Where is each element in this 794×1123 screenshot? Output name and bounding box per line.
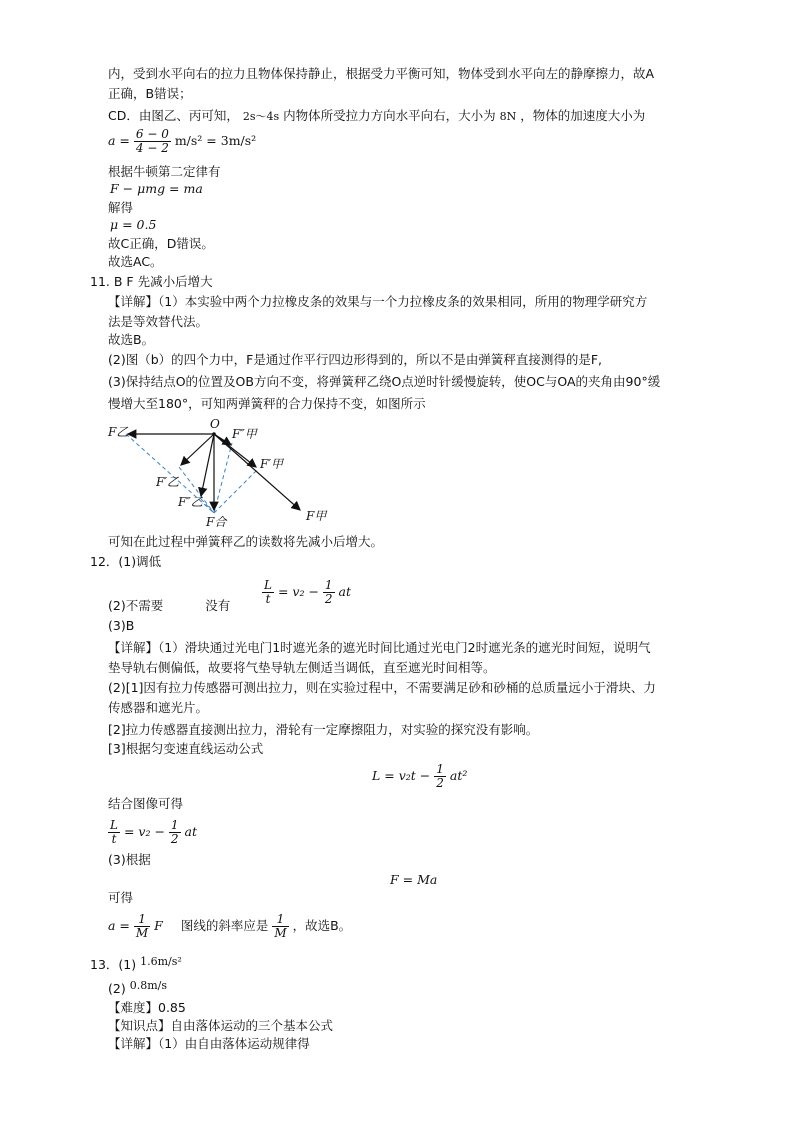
text-line: [2]拉力传感器直接测出拉力，滑轮有一定摩擦阻力，对实验的探究没有影响。 [108, 722, 539, 737]
equation-acceleration: a = $\frac{6 - 0}{4 - 2}$ m/s² = 3m/s² [108, 127, 257, 155]
text-line: 可得 [108, 890, 134, 905]
equation-displacement: L = v₂t − $\frac{1}{2}$ at² [372, 762, 468, 790]
label-f-jia: F甲 [306, 509, 327, 523]
force-f-jia [214, 434, 300, 510]
force-diagram [104, 416, 344, 534]
equation-mu: μ = 0.5 [110, 217, 157, 232]
dash-line [201, 499, 214, 513]
label-f-dprime-jia: F″甲 [232, 427, 257, 441]
text-line: 故选AC。 [108, 254, 163, 269]
text-line: [3]根据匀变速直线运动公式 [108, 741, 264, 756]
text-line: 垫导轨右侧偏低，故要将气垫导轨左侧适当调低，直至遮光时间相等。 [108, 660, 496, 675]
text-line: 【详解】（1）本实验中两个力拉橡皮条的效果与一个力拉橡皮条的效果相同，所用的物理学研究方 [108, 294, 648, 309]
dash-line [214, 469, 258, 513]
text-line: CD．由图乙、丙可知， 2s～4s 内物体所受拉力方向水平向右，大小为 8N ，物体的加速度大小为 [108, 108, 646, 123]
text-line: 内，受到水平向右的拉力且物体保持静止，根据受力平衡可知，物体受到水平向左的静摩擦力，故A [108, 66, 655, 81]
label-f-dprime-yi: F″乙 [178, 495, 203, 509]
text-line: 【难度】0.85 [108, 1000, 186, 1015]
equation-l-over-t-2: $\frac{L}{t}$ = v₂ − $\frac{1}{2}$ at [110, 818, 198, 846]
text-line: (2)不需要 没有 [108, 598, 231, 613]
text-line: 结合图像可得 [108, 796, 184, 811]
text-line: 【详解】（1）滑块通过光电门1时遮光条的遮光时间比通过光电门2时遮光条的遮光时间短，说明气 [108, 640, 651, 655]
text-line: 可知在此过程中弹簧秤乙的读数将先减小后增大。 [108, 534, 384, 549]
text-line: (2)[1]因有拉力传感器可测出拉力，则在实验过程中，不需要满足砂和砂桶的总质量远小于滑块、力 [108, 680, 656, 695]
text-line: 【知识点】自由落体运动的三个基本公式 [108, 1018, 334, 1033]
text-line: (3)B [108, 618, 135, 633]
point-o [212, 432, 216, 436]
label-f-yi: F乙 [108, 425, 129, 439]
text-line: (2)图（b）的四个力中，F是通过作平行四边形得到的，所以不是由弹簧秤直接测得的是F, [108, 352, 602, 367]
text-line: 根据牛顿第二定律有 [108, 164, 221, 179]
label-o: O [210, 417, 220, 431]
text-line: 慢增大至180°，可知两弹簧秤的合力保持不变，如图所示 [108, 396, 426, 411]
question-13-answer: 13．(1) 1.6m/s² [90, 955, 182, 972]
label-f-prime-jia: F′甲 [260, 457, 284, 471]
text-line: 解得 [108, 200, 134, 215]
text-line: (3)保持结点O的位置及OB方向不变，将弹簧秤乙绕O点逆时针缓慢旋转，使OC与OA的夹角由90°缓 [108, 374, 661, 389]
text-line: 故选B。 [108, 332, 155, 347]
equation-f-ma: F = Ma [390, 872, 438, 887]
equation-a-f-over-m: a = $\frac{1}{M}$ F 图线的斜率应是 $\frac{1}{M}$ ，故选B。 [108, 912, 352, 940]
label-f-he: F合 [206, 515, 227, 529]
text-line: 故C正确，D错误。 [108, 236, 214, 251]
text-line: (3)根据 [108, 852, 151, 867]
question-12-answer: 12．(1)调低 [90, 554, 162, 569]
force-f-dprime-yi [201, 434, 214, 496]
equation-l-over-t: $\frac{L}{t}$ = v₂ − $\frac{1}{2}$ at [264, 578, 352, 606]
text-line: 【详解】（1）由自由落体运动规律得 [108, 1036, 310, 1051]
equation-newton: F − μmg = ma [110, 181, 203, 196]
question-11-answer: 11. B F 先减小后增大 [90, 274, 213, 289]
text-line: (2) 0.8m/s [108, 979, 167, 996]
dash-line [214, 443, 232, 513]
text-line: 正确，B错误； [108, 86, 192, 101]
text-line: 传感器和遮光片。 [108, 700, 209, 715]
label-f-prime-yi: F′乙 [156, 475, 180, 489]
text-line: 法是等效替代法。 [108, 314, 209, 329]
